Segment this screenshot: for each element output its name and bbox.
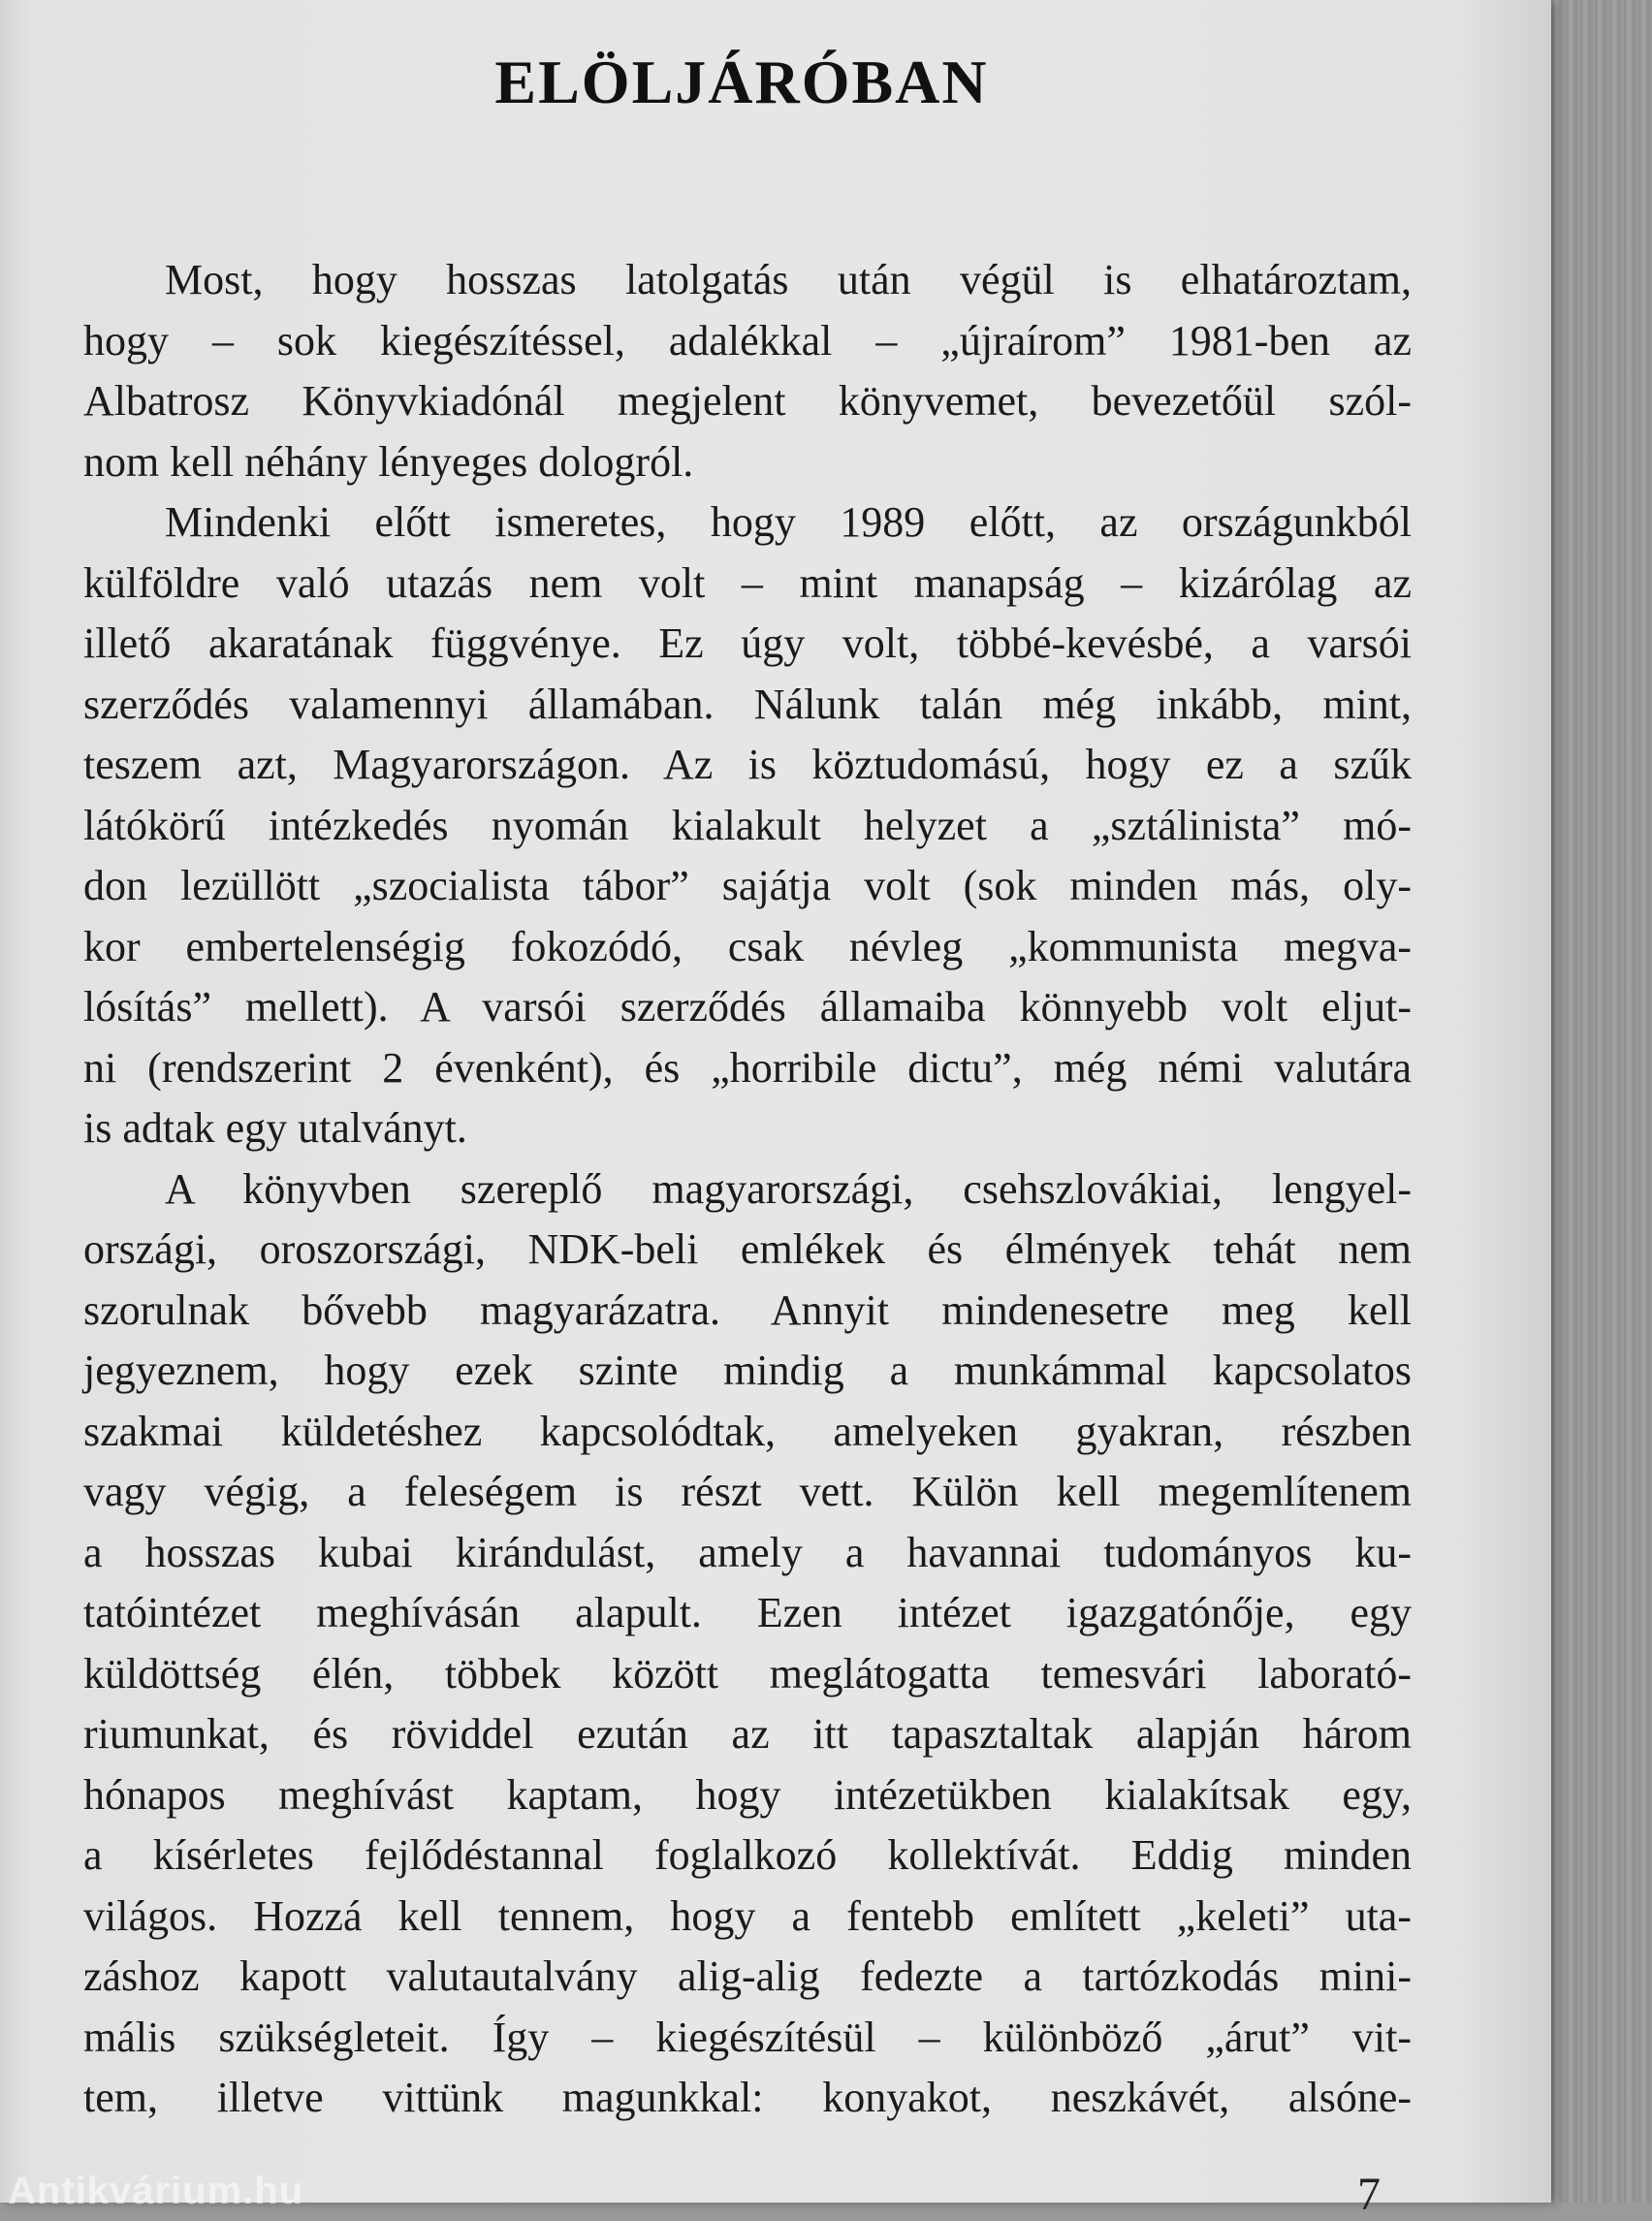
text-line: illető akaratának függvénye. Ez úgy volt, többé-kevésbé, a varsói: [83, 619, 1412, 667]
text-line: vagy végig, a feleségem is részt vett. Külön kell megemlítenem: [83, 1468, 1412, 1515]
paragraph-1: [83, 250, 1412, 492]
text-line: teszem azt, Magyarországon. Az is köztudomású, hogy ez a szűk: [83, 741, 1412, 788]
text-line: hónapos meghívást kaptam, hogy intézetükben kialakítsak egy,: [83, 1770, 1412, 1819]
text-line: kor embertelenségig fokozódó, csak névleg „kommunista megva-: [83, 922, 1412, 970]
text-line: országi, oroszországi, NDK-beli emlékek és élmények tehát nem: [83, 1225, 1412, 1273]
text-line: külföldre való utazás nem volt – mint manapság – kizárólag az: [83, 558, 1412, 607]
paragraph-2: [83, 492, 1412, 1159]
text-line: A könyvben szereplő magyarországi, csehszlovákiai, lengyel-: [165, 1164, 1412, 1213]
text-line: tatóintézet meghívásán alapult. Ezen intézet igazgatónője, egy: [83, 1589, 1412, 1636]
text-line: Albatrosz Könyvkiadónál megjelent könyvemet, bevezetőül szól-: [83, 377, 1412, 425]
page-number: 7: [1357, 2169, 1381, 2220]
text-line: ni (rendszerint 2 évenként), és „horribile dictu”, még némi valutára: [83, 1043, 1412, 1092]
text-line: don lezüllött „szocialista tábor” sajátja volt (sok minden más, oly-: [83, 862, 1412, 909]
text-line: riumunkat, és röviddel ezután az itt tapasztaltak alapján három: [83, 1710, 1412, 1758]
text-line: mális szükségleteit. Így – kiegészítésül – különböző „árut” vit-: [83, 2013, 1412, 2061]
chapter-title: ELÖLJÁRÓBAN: [494, 48, 989, 116]
text-line: tem, illetve vittünk magunkkal: konyakot, neszkávét, alsóne-: [83, 2074, 1412, 2121]
text-line: szerződés valamennyi államában. Nálunk talán még inkább, mint,: [83, 680, 1412, 728]
text-line: nom kell néhány lényeges dologról.: [83, 437, 694, 486]
text-line: jegyeznem, hogy ezek szinte mindig a munkámmal kapcsolatos: [83, 1347, 1412, 1394]
text-line: a kísérletes fejlődéstannal foglalkozó kollektívát. Eddig minden: [83, 1831, 1412, 1879]
text-line: lósítás” mellett). A varsói szerződés államaiba könnyebb volt eljut-: [83, 983, 1412, 1031]
text-line: hogy – sok kiegészítéssel, adalékkal – „újraírom” 1981-ben az: [83, 316, 1412, 365]
text-line: záshoz kapott valutautalvány alig-alig fedezte a tartózkodás mini-: [83, 1952, 1412, 2000]
text-line: küldöttség élén, többek között meglátogatta temesvári laborató-: [83, 1649, 1412, 1697]
text-line: szorulnak bővebb magyarázatra. Annyit mindenesetre meg kell: [83, 1285, 1412, 1334]
text-line: látókörű intézkedés nyomán kialakult helyzet a „sztálinista” mó-: [83, 801, 1412, 849]
text-line: Most, hogy hosszas latolgatás után végül is elhatároztam,: [165, 256, 1412, 303]
text-line: a hosszas kubai kirándulást, amely a havannai tudományos ku-: [83, 1528, 1412, 1576]
body-text: [83, 250, 1412, 2129]
text-line: Mindenki előtt ismeretes, hogy 1989 előtt, az országunkból: [165, 498, 1412, 546]
text-line: is adtak egy utalványt.: [83, 1104, 467, 1152]
watermark: Antikvárium.hu: [8, 2170, 304, 2212]
text-line: szakmai küldetéshez kapcsolódtak, amelyeken gyakran, részben: [83, 1407, 1412, 1455]
paragraph-3: [83, 1159, 1412, 2129]
background-surface: [1551, 0, 1652, 2203]
text-line: világos. Hozzá kell tennem, hogy a fentebb említett „keleti” uta-: [83, 1891, 1412, 1940]
